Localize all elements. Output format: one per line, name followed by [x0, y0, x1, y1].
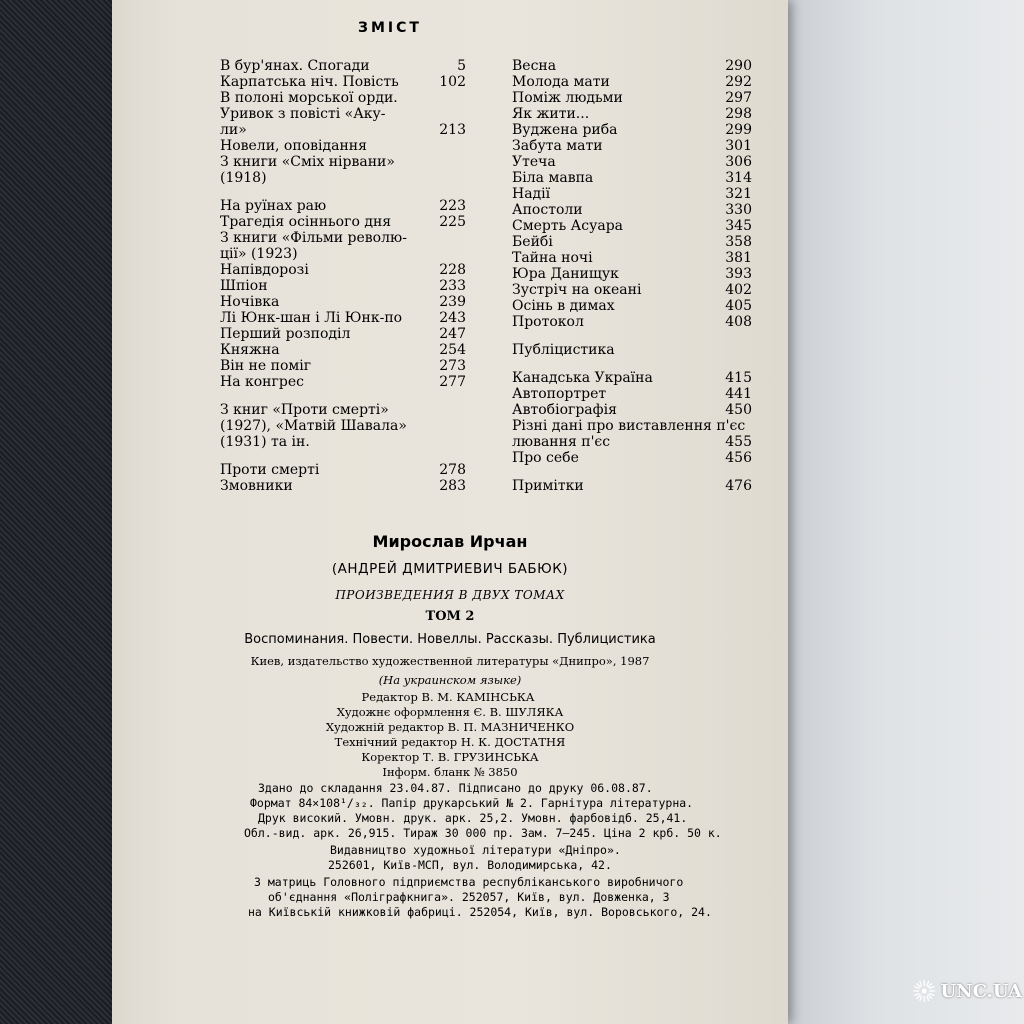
- toc-entry-title: Напівдорозі: [220, 262, 309, 278]
- toc-entry: [512, 314, 752, 330]
- toc-entry-page: 223: [439, 198, 466, 214]
- toc-section-heading: Публіцистика: [512, 342, 615, 358]
- light-background: [780, 0, 1024, 1024]
- toc-entry: [220, 106, 466, 122]
- toc-entry-page: 102: [439, 74, 466, 90]
- editor-line: Редактор В. М. КАМІНСЬКА: [361, 690, 535, 704]
- corrector-line: Коректор Т. В. ГРУЗИНСЬКА: [361, 750, 539, 764]
- toc-entry-title: Княжна: [220, 342, 280, 358]
- toc-entry: [220, 170, 466, 186]
- watermark: [912, 968, 1022, 1014]
- toc-entry-page: 254: [439, 342, 466, 358]
- publisher-address-2: 252601, Київ-МСП, вул. Володимирська, 42.: [328, 858, 612, 872]
- toc-entry: [512, 90, 752, 106]
- toc-entry-page: 455: [725, 434, 752, 450]
- toc-entry-title: В полоні морської орди.: [220, 90, 398, 106]
- toc-entry-title: Протокол: [512, 314, 584, 330]
- toc-entry: [220, 478, 466, 494]
- toc-entry-title: Примітки: [512, 478, 584, 494]
- series-title: ПРОИЗВЕДЕНИЯ В ДВУХ ТОМАХ: [335, 588, 565, 602]
- toc-entry-page: 243: [439, 310, 466, 326]
- toc-entry-title: Тайна ночі: [512, 250, 593, 266]
- toc-entry: [512, 218, 752, 234]
- publisher-address-1: Видавництво художньої літератури «Дніпро».: [330, 843, 621, 857]
- toc-entry: [220, 122, 466, 138]
- toc-entry-page: 381: [725, 250, 752, 266]
- author-name: Мирослав Ирчан: [372, 532, 528, 551]
- matrix-line-3: на Київській книжковій фабриці. 252054, Київ, вул. Воровського, 24.: [248, 905, 712, 919]
- toc-entry-page: 278: [439, 462, 466, 478]
- toc-entry-page: 277: [439, 374, 466, 390]
- toc-entry-title: Зустріч на океані: [512, 282, 642, 298]
- toc-entry-page: 228: [439, 262, 466, 278]
- toc-entry-title: Бейбі: [512, 234, 553, 250]
- toc-entry-page: 358: [725, 234, 752, 250]
- toc-entry-page: 5: [457, 58, 466, 74]
- toc-gap: [512, 466, 752, 478]
- toc-entry-title: Лі Юнк-шан і Лі Юнк-по: [220, 310, 403, 326]
- toc-entry: [512, 170, 752, 186]
- toc-entry-title: Канадська Україна: [512, 370, 653, 386]
- toc-entry: [220, 418, 466, 434]
- toc-entry: [512, 402, 752, 418]
- toc-entry: [220, 198, 466, 214]
- toc-entry-page: 273: [439, 358, 466, 374]
- toc-entry: [220, 58, 466, 74]
- toc-entry-page: 225: [439, 214, 466, 230]
- toc-entry-page: 415: [725, 370, 752, 386]
- toc-entry-page: 408: [725, 314, 752, 330]
- toc-entry: [512, 138, 752, 154]
- toc-entry-title: (1927), «Матвій Шавала»: [220, 418, 407, 434]
- toc-entry-title: Вуджена риба: [512, 122, 618, 138]
- toc-title: ЗМІСТ: [358, 20, 422, 36]
- toc-entry: [512, 298, 752, 314]
- toc-entry-title: Ночівка: [220, 294, 280, 310]
- toc-entry: [512, 282, 752, 298]
- toc-entry-page: 450: [725, 402, 752, 418]
- inform-line: Інформ. бланк № 3850: [382, 765, 518, 779]
- toc-entry-title: Про себе: [512, 450, 579, 466]
- toc-right-column: [512, 58, 752, 494]
- toc-entry: [220, 154, 466, 170]
- toc-gap: [512, 330, 752, 342]
- matrix-line-2: об'єднання «Поліграфкнига». 252057, Київ, вул. Довженка, 3: [268, 890, 670, 904]
- toc-entry-page: 393: [725, 266, 752, 282]
- sunburst-logo-icon: [912, 971, 936, 1011]
- toc-entry-page: 298: [725, 106, 752, 122]
- toc-entry: [512, 106, 752, 122]
- watermark-text: UNC.UA: [940, 980, 1022, 1002]
- toc-entry-title: Різні дані про виставлення п'єс: [512, 418, 746, 434]
- toc-entry-title: Забута мати: [512, 138, 603, 154]
- toc-entry-title: Шпіон: [220, 278, 268, 294]
- toc-entry-title: ли»: [220, 122, 247, 138]
- toc-entry-page: 476: [725, 478, 752, 494]
- toc-entry: [220, 402, 466, 418]
- tech-editor-line: Технічний редактор Н. К. ДОСТАТНЯ: [334, 735, 566, 749]
- toc-entry: [220, 214, 466, 230]
- toc-entry-page: 247: [439, 326, 466, 342]
- toc-entry-title: Надії: [512, 186, 551, 202]
- toc-entry: [220, 246, 466, 262]
- toc-entry-title: Автобіографія: [512, 402, 617, 418]
- toc-entry-title: Весна: [512, 58, 557, 74]
- toc-entry-title: Юра Данищук: [512, 266, 619, 282]
- toc-entry-page: 345: [725, 218, 752, 234]
- toc-entry: [220, 74, 466, 90]
- toc-entry: [512, 58, 752, 74]
- toc-entry-title: Апостоли: [512, 202, 583, 218]
- toc-entry: [220, 310, 466, 326]
- toc-entry-title: Біла мавпа: [512, 170, 594, 186]
- toc-entry-title: Як жити...: [512, 106, 590, 122]
- toc-entry: [512, 418, 752, 434]
- genres-line: Воспоминания. Повести. Новеллы. Рассказы. Публицистика: [244, 632, 656, 647]
- toc-entry-page: 299: [725, 122, 752, 138]
- toc-entry: [512, 202, 752, 218]
- toc-entry-title: Смерть Асуара: [512, 218, 624, 234]
- toc-entry-title: З книги «Фільми револю-: [220, 230, 407, 246]
- toc-entry: [220, 462, 466, 478]
- toc-entry-title: На руїнах раю: [220, 198, 327, 214]
- toc-entry-page: 321: [725, 186, 752, 202]
- toc-entry: [512, 478, 752, 494]
- volume-title: ТОМ 2: [425, 609, 475, 624]
- toc-entry-title: З книг «Проти смерті»: [220, 402, 389, 418]
- print-line-2: Формат 84×108¹/₃₂. Папір друкарський № 2. Гарнітура літературна.: [250, 796, 694, 810]
- toc-entry-title: Трагедія осіннього дня: [220, 214, 392, 230]
- author-real-name: (АНДРЕЙ ДМИТРИЕВИЧ БАБЮК): [331, 561, 569, 577]
- toc-entry: [220, 294, 466, 310]
- toc-entry-title: Змовники: [220, 478, 293, 494]
- toc-entry: [512, 450, 752, 466]
- language-note: (На украинском языке): [378, 673, 522, 687]
- toc-entry: [220, 434, 466, 450]
- toc-entry-page: 292: [725, 74, 752, 90]
- toc-entry: [220, 342, 466, 358]
- toc-entry-page: 405: [725, 298, 752, 314]
- toc-entry-page: 283: [439, 478, 466, 494]
- toc-entry: [512, 74, 752, 90]
- toc-entry-title: Проти смерті: [220, 462, 320, 478]
- toc-entry: [512, 434, 752, 450]
- toc-entry-title: В бур'янах. Спогади: [220, 58, 370, 74]
- toc-entry-page: 301: [725, 138, 752, 154]
- toc-entry: [220, 262, 466, 278]
- toc-entry: [512, 234, 752, 250]
- toc-entry: [512, 154, 752, 170]
- print-line-4: Обл.-вид. арк. 26,915. Тираж 30 000 пр. Зам. 7—245. Ціна 2 крб. 50 к.: [244, 826, 722, 840]
- toc-entry-title: Він не поміг: [220, 358, 312, 374]
- toc-entry: [220, 230, 466, 246]
- toc-entry-title: Молода мати: [512, 74, 610, 90]
- toc-entry: [220, 358, 466, 374]
- publisher-line: Киев, издательство художественной литературы «Днипро», 1987: [250, 654, 650, 668]
- toc-entry-title: (1918): [220, 170, 267, 186]
- toc-entry-page: 297: [725, 90, 752, 106]
- toc-gap: [512, 358, 752, 370]
- toc-entry: [512, 266, 752, 282]
- toc-entry-page: 441: [725, 386, 752, 402]
- print-line-1: Здано до складання 23.04.87. Підписано до друку 06.08.87.: [258, 781, 653, 795]
- toc-entry-title: (1931) та ін.: [220, 434, 310, 450]
- toc-entry: [512, 370, 752, 386]
- toc-entry-title: На конгрес: [220, 374, 304, 390]
- art-editor-line: Художній редактор В. П. МАЗНИЧЕНКО: [325, 720, 575, 734]
- toc-entry-page: 306: [725, 154, 752, 170]
- toc-gap: [220, 186, 466, 198]
- toc-left-column: [220, 58, 466, 494]
- toc-entry: [512, 122, 752, 138]
- toc-entry-title: Уривок з повісті «Аку-: [220, 106, 386, 122]
- toc-entry-title: Утеча: [512, 154, 556, 170]
- print-line-3: Друк високий. Умовн. друк. арк. 25,2. Умовн. фарбовідб. 25,41.: [258, 811, 688, 825]
- toc-entry-page: 314: [725, 170, 752, 186]
- toc-entry-title: Осінь в димах: [512, 298, 615, 314]
- toc-entry: [512, 386, 752, 402]
- toc-entry-page: 290: [725, 58, 752, 74]
- toc-entry-page: 330: [725, 202, 752, 218]
- toc-gap: [220, 450, 466, 462]
- toc-entry-page: 402: [725, 282, 752, 298]
- toc-entry: [512, 186, 752, 202]
- toc-entry-title: З книги «Сміх нірвани»: [220, 154, 395, 170]
- toc-entry: [220, 326, 466, 342]
- toc-entry-title: Автопортрет: [512, 386, 607, 402]
- toc-gap: [220, 390, 466, 402]
- toc-entry: [220, 374, 466, 390]
- toc-entry: [512, 250, 752, 266]
- toc-entry-page: 213: [439, 122, 466, 138]
- toc-entry-title: Перший розподіл: [220, 326, 351, 342]
- toc-entry-title: Карпатська ніч. Повість: [220, 74, 399, 90]
- toc-entry-page: 456: [725, 450, 752, 466]
- toc-section-heading: Новели, оповідання: [220, 138, 367, 154]
- toc-entry: [220, 90, 466, 106]
- toc-entry-title: лювання п'єс: [512, 434, 611, 450]
- matrix-line-1: З матриць Головного підприємства республіканського виробничого: [254, 875, 684, 889]
- toc-entry-title: Поміж людьми: [512, 90, 623, 106]
- toc-entry-page: 239: [439, 294, 466, 310]
- design-line: Художнє оформлення Є. В. ШУЛЯКА: [336, 705, 564, 719]
- toc-entry-title: ції» (1923): [220, 246, 298, 262]
- toc-entry-page: 233: [439, 278, 466, 294]
- toc-entry: [220, 278, 466, 294]
